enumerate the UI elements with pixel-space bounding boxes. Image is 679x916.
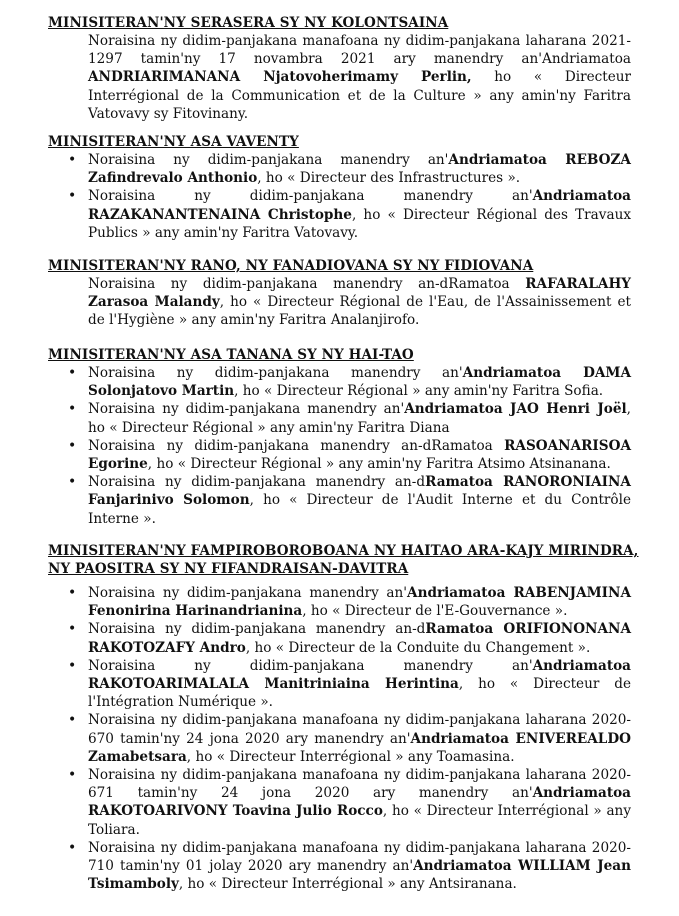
decree-list <box>0 364 679 528</box>
decree-text: , ho « Directeur Régional des Travaux Publics » any amin'ny Faritra Vatovavy. <box>88 206 631 241</box>
decree-text: , ho « Directeur Interrégional » any Toliara. <box>88 803 631 838</box>
decree-item <box>88 400 631 436</box>
appointee-name: Ramatoa ORIFIONONANA RAKOTOZAFY Andro <box>88 621 631 656</box>
decree-item <box>88 187 631 242</box>
appointee-name: Andriamatoa RAKOTOARIMALALA Manitriniaina Herintina <box>88 657 631 693</box>
decree-text: , ho « Directeur Régional » any amin'ny Faritra Diana <box>88 401 631 436</box>
section-heading: MINISITERAN'NY RANO, NY FANADIOVANA SY NY FIDIOVANA <box>48 258 534 274</box>
appointee-name: Andriamatoa RAKOTOARIVONY Toavina Julio Rocco <box>88 785 631 820</box>
decree-item <box>88 766 631 839</box>
decree-text: , ho « Directeur Régional » any amin'ny Faritra Atsimo Atsinanana. <box>147 456 611 473</box>
decree-text: Noraisina ny didim-panjakana manendry an-dRamatoa <box>88 437 505 454</box>
appointee-name: Andriamatoa WILLIAM Jean Tsimamboly <box>88 858 631 893</box>
section-public-works <box>0 133 679 242</box>
decree-paragraph <box>88 32 631 123</box>
appointee-name: Andriamatoa RABENJAMINA Fenonirina Harinandrianina <box>88 585 631 620</box>
decree-text: Noraisina ny didim-panjakana manendry an' <box>88 188 533 205</box>
section-heading-continued: NY PAOSITRA SY NY FIFANDRAISAN-DAVITRA <box>48 561 409 577</box>
section-crafts <box>0 346 679 528</box>
decree-item <box>88 437 631 473</box>
decree-item <box>88 473 631 528</box>
decree-text: Noraisina ny didim-panjakana manendry an' <box>88 585 408 601</box>
section-digital-postal-telecom <box>0 542 679 893</box>
decree-text: Noraisina ny didim-panjakana manendry an-d <box>88 621 426 638</box>
decree-text: , ho « Directeur Régional de l'Eau, de l'Assainissement et de l'Hygiène » any amin'ny Faritra Analanjirofo. <box>88 294 631 329</box>
decree-text: , ho « Directeur de l'E-Gouvernance ». <box>302 603 568 620</box>
decree-text: , ho « Directeur de la Conduite du Changement ». <box>245 639 591 656</box>
decree-text: Noraisina ny didim-panjakana manendry an' <box>88 401 405 418</box>
section-heading: MINISITERAN'NY SERASERA SY NY KOLONTSAINA <box>48 15 449 31</box>
section-heading: MINISITERAN'NY ASA TANANA SY NY HAI-TAO <box>48 347 414 363</box>
decree-text: Noraisina ny didim-panjakana manendry an' <box>88 657 533 674</box>
section-heading: MINISITERAN'NY FAMPIROBOROBOANA NY HAITAO ARA-KAJY MIRINDRA, <box>48 543 639 559</box>
decree-text: Noraisina ny didim-panjakana manafoana ny didim-panjakana laharana 2020-710 tamin'ny 01 jolay 2020 ary manendry an' <box>88 839 631 875</box>
section-heading: MINISITERAN'NY ASA VAVENTY <box>48 134 299 150</box>
decree-item <box>88 839 631 894</box>
appointee-name: RASOANARISOA Egorine <box>88 437 631 473</box>
decree-text: , ho « Directeur de l'Audit Interne et du Contrôle Interne ». <box>88 492 631 527</box>
decree-list <box>0 584 679 893</box>
decree-text: , ho « Directeur des Infrastructures ». <box>257 170 521 187</box>
appointee-name: ANDRIARIMANANA Njatovoherimamy Perlin, <box>88 69 472 86</box>
decree-text: Noraisina ny didim-panjakana manafoana ny didim-panjakana laharana 2020-670 tamin'ny 24 jona 2020 ary manendry an' <box>88 712 631 747</box>
appointee-name: Ramatoa RANORONIAINA Fanjarinivo Solomon <box>88 474 631 509</box>
decree-text: Noraisina ny didim-panjakana manafoana ny didim-panjakana laharana 2020-671 tamin'ny 24 jona 2020 ary manendry an' <box>88 767 631 802</box>
decree-item <box>88 657 631 712</box>
appointee-name: Andriamatoa DAMA Solonjatovo Martin <box>88 365 632 400</box>
decree-text: , ho « Directeur de l'Intégration Numérique ». <box>88 676 631 711</box>
decree-paragraph <box>88 275 631 330</box>
decree-text: , ho « Directeur Interrégional » any Toamasina. <box>186 748 515 765</box>
decree-item <box>88 711 631 766</box>
section-water-sanitation <box>0 257 679 330</box>
decree-text: Noraisina ny didim-panjakana manendry an' <box>88 152 449 168</box>
decree-item <box>88 620 631 656</box>
decree-text: , ho « Directeur Régional » any amin'ny Faritra Sofia. <box>234 383 604 400</box>
decree-text: Noraisina ny didim-panjakana manafoana ny didim-panjakana laharana 2021-1297 tamin'ny 17 novambra 2021 ary manendry an'Andriamatoa <box>88 33 631 68</box>
appointee-name: Andriamatoa JAO Henri Joël <box>404 401 627 418</box>
decree-item <box>88 584 631 620</box>
decree-text: ho « Directeur Interrégional de la Communication et de la Culture » any amin'ny Faritra Vatovavy sy Fitovinany. <box>88 69 631 122</box>
decree-text: , ho « Directeur Interrégional » any Antsiranana. <box>178 876 517 893</box>
decree-text: Noraisina ny didim-panjakana manendry an' <box>88 365 463 381</box>
decree-text: Noraisina ny didim-panjakana manendry an-d <box>88 474 426 491</box>
appointee-name: Andriamatoa RAZAKANANTENAINA Christophe <box>88 188 631 223</box>
section-communication-culture <box>0 14 679 123</box>
appointee-name: Andriamatoa REBOZA Zafindrevalo Anthonio <box>88 152 631 187</box>
appointee-name: RAFARALAHY Zarasoa Malandy <box>88 276 631 311</box>
appointee-name: Andriamatoa ENIVEREALDO Zamabetsara <box>88 730 631 765</box>
decree-list <box>0 151 679 242</box>
decree-item <box>88 151 631 187</box>
decree-text: Noraisina ny didim-panjakana manendry an-dRamatoa <box>88 276 526 292</box>
decree-item <box>88 364 631 400</box>
